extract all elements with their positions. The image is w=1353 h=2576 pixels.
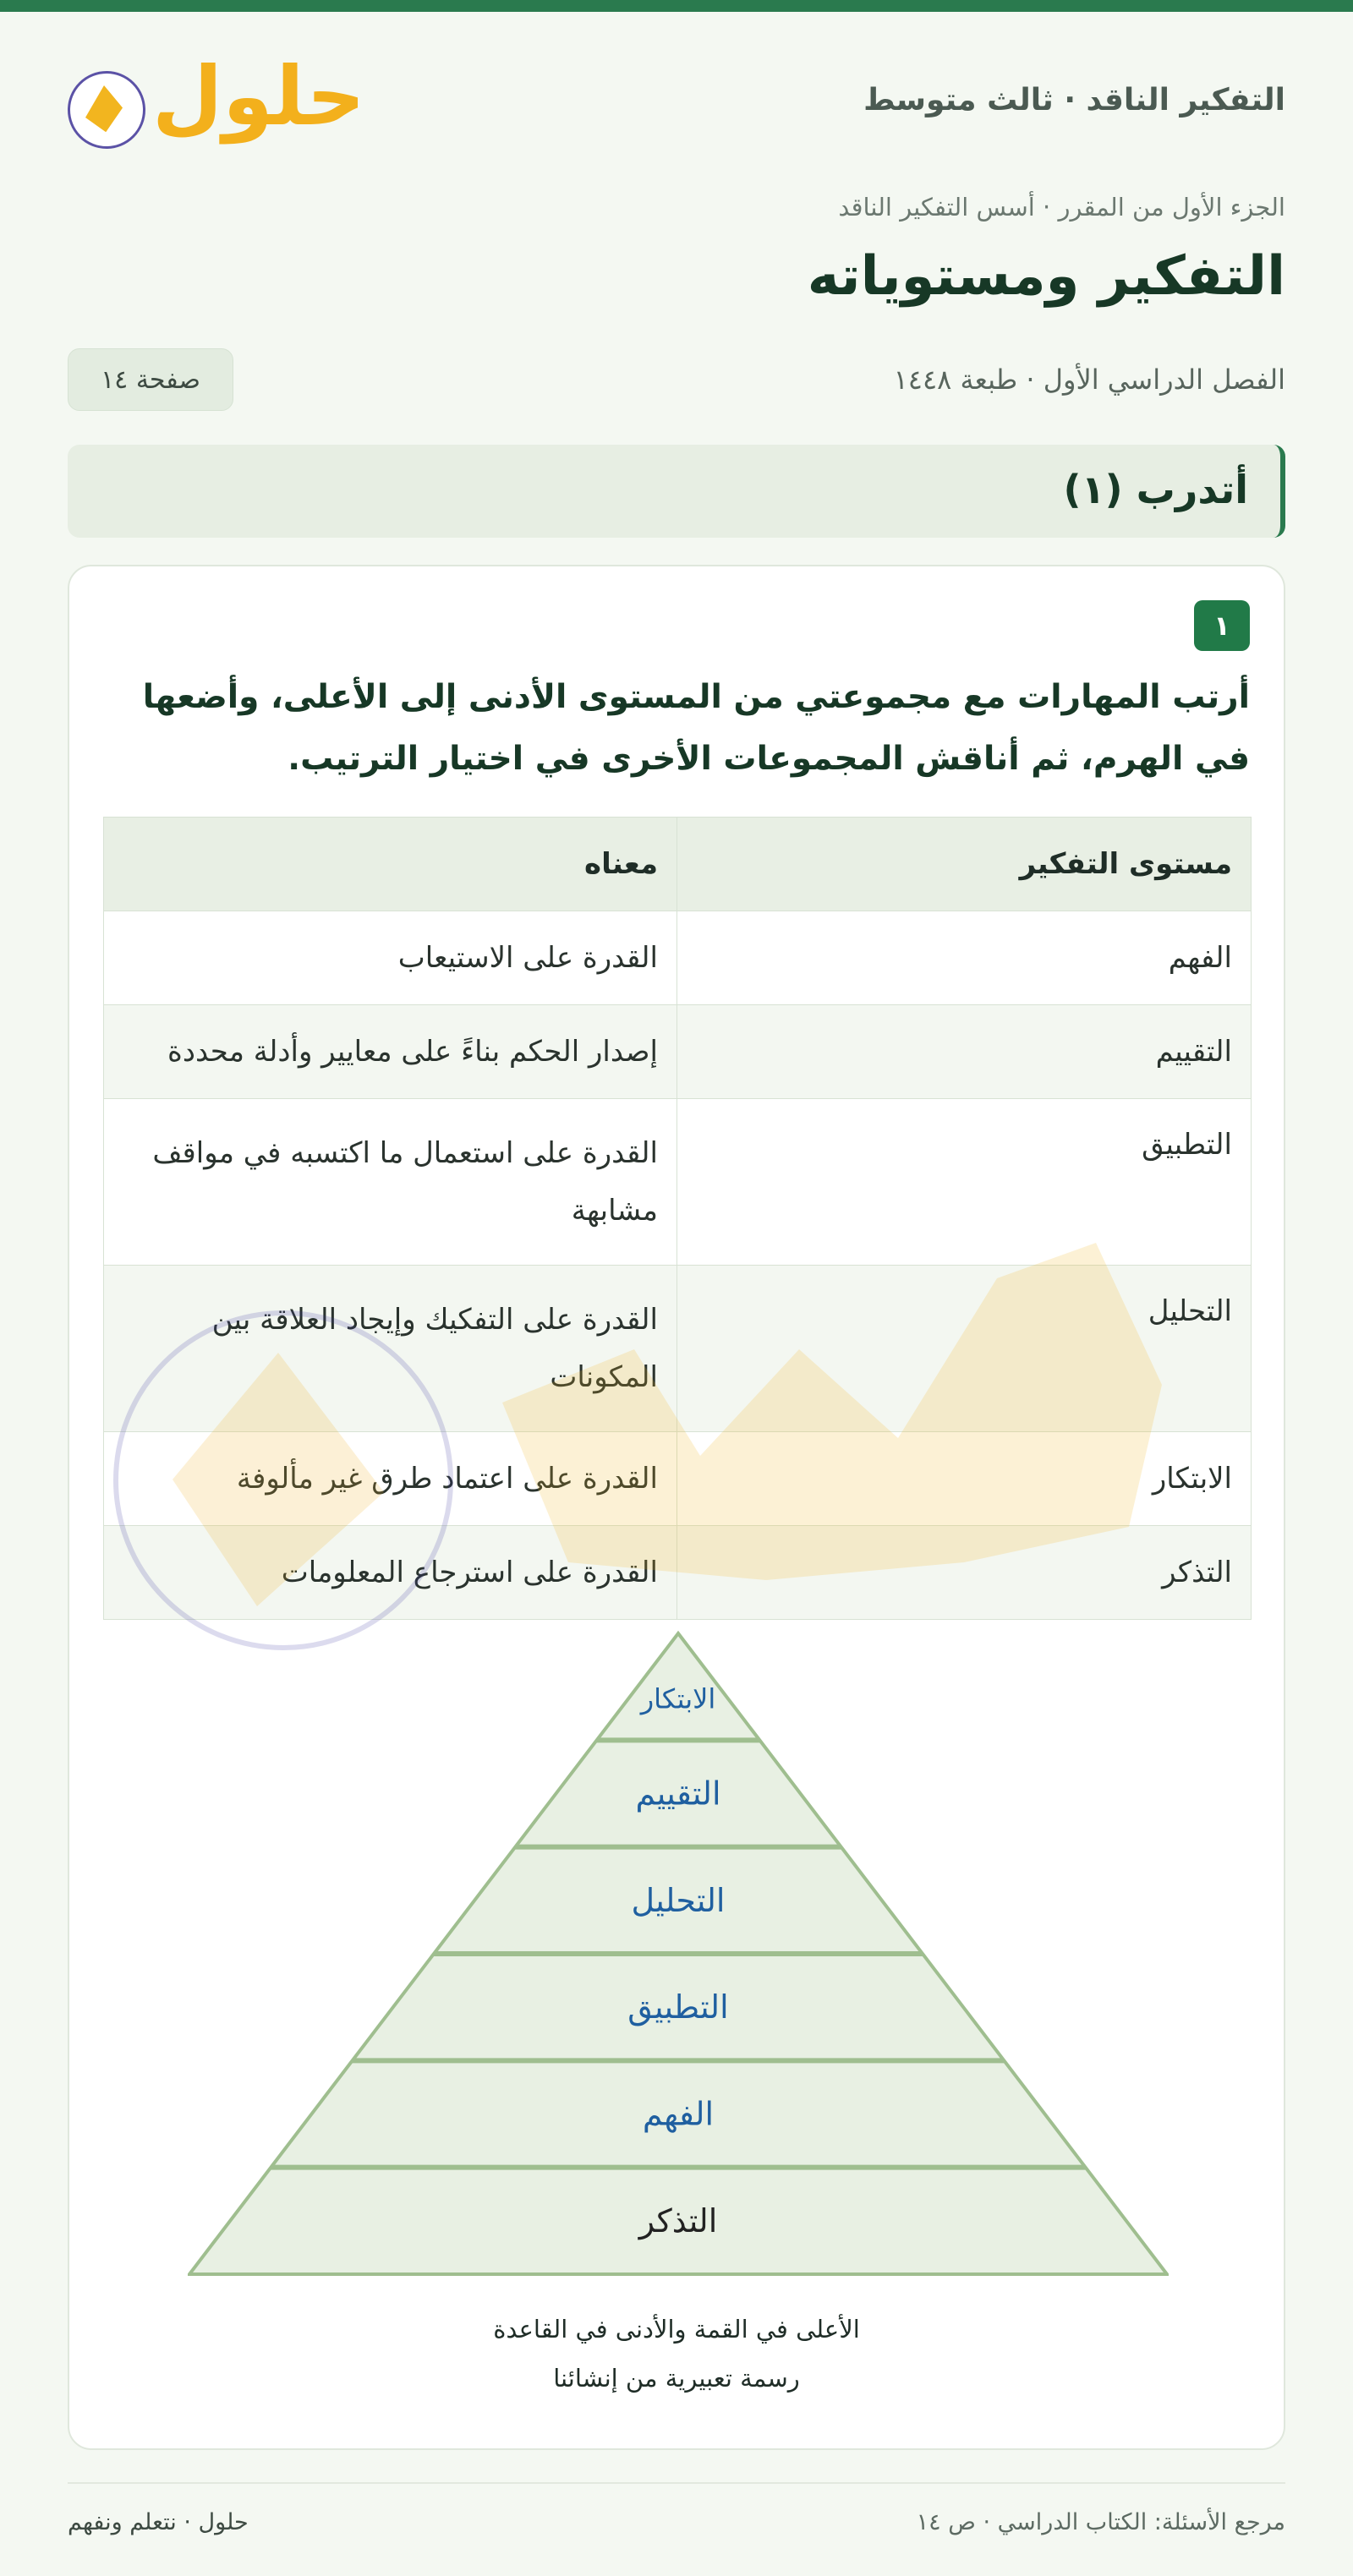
meaning-cell: إصدار الحكم بناءً على معايير وأدلة محددة [104,1005,677,1099]
pyramid-level-label: التطبيق [627,1988,729,2026]
level-cell: التحليل [677,1266,1252,1432]
page-header [68,49,1285,156]
pyramid-svg [188,1623,1169,2283]
page-number-badge: صفحة ١٤ [68,348,233,411]
meaning-cell: القدرة على التفكيك وإيجاد العلاقة بين المكونات [104,1266,677,1432]
top-accent-bar [0,0,1353,12]
pyramid-level-label: الفهم [642,2095,715,2133]
meaning-cell: القدرة على اعتماد طرق غير مألوفة [104,1432,677,1526]
level-cell: الابتكار [677,1432,1252,1526]
question-text: أرتب المهارات مع مجموعتي من المستوى الأدنى إلى الأعلى، وأضعها في الهرم، ثم أناقش المجموعات الأخرى في اختيار الترتيب. [142,678,1250,778]
level-cell: التقييم [677,1005,1252,1099]
footer-reference: مرجع الأسئلة: الكتاب الدراسي · ص ١٤ [916,2509,1285,2535]
pyramid-credit: رسمة تعبيرية من إنشائنا [553,2364,800,2393]
table-row [104,911,1252,1005]
level-cell: التطبيق [677,1099,1252,1266]
pyramid-level-label: التقييم [635,1775,721,1813]
level-cell: التذكر [677,1526,1252,1620]
breadcrumb: الجزء الأول من المقرر · أسس التفكير الناقد [838,193,1285,222]
table-row [104,1005,1252,1099]
logo-wordmark: حلول [152,49,365,144]
table-row [104,1432,1252,1526]
question-number-badge: ١ [1194,600,1250,651]
practice-title: أتدرب (١) [1063,467,1248,512]
page-title: التفكير ومستوياته [807,245,1285,308]
table-row [104,1266,1252,1432]
pyramid-level-label: التحليل [631,1881,726,1919]
meaning-cell: القدرة على استرجاع المعلومات [104,1526,677,1620]
pyramid-level-label: الابتكار [640,1682,716,1715]
thinking-levels-table [103,817,1252,1620]
column-header-level: مستوى التفكير [677,818,1252,911]
pyramid-level-label: التذكر [638,2201,718,2240]
question-card [68,565,1285,2450]
hulul-logo[interactable] [68,49,365,156]
practice-banner [68,445,1285,538]
level-cell: الفهم [677,911,1252,1005]
table-header-row [104,818,1252,911]
meaning-cell: القدرة على الاستيعاب [104,911,677,1005]
thinking-pyramid-diagram [188,1623,1169,2283]
footer-brand: حلول · نتعلم ونفهم [68,2509,249,2535]
table-row [104,1526,1252,1620]
term-edition: الفصل الدراسي الأول · طبعة ١٤٤٨ [893,364,1285,396]
meaning-cell: القدرة على استعمال ما اكتسبه في مواقف مشابهة [104,1099,677,1266]
table-row [104,1099,1252,1266]
pyramid-caption: الأعلى في القمة والأدنى في القاعدة [493,2315,860,2344]
footer-divider [68,2482,1285,2484]
logo-kite-icon [68,71,145,149]
course-title: التفكير الناقد · ثالث متوسط [863,83,1285,118]
column-header-meaning: معناه [104,818,677,911]
